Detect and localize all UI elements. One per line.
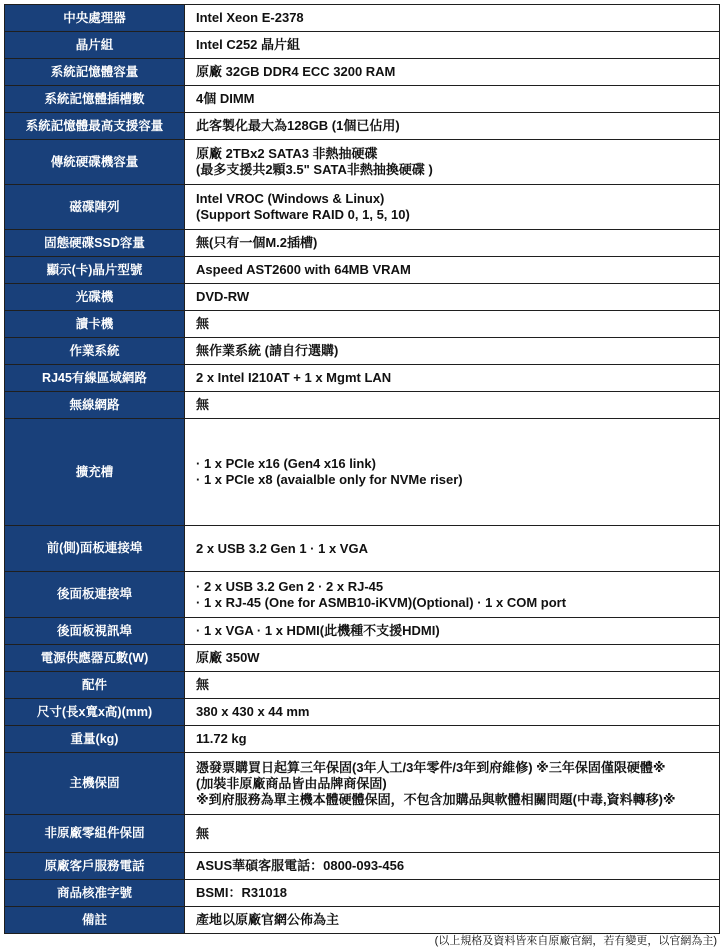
spec-table xyxy=(4,4,720,934)
spec-row xyxy=(5,880,720,907)
spec-row xyxy=(5,419,720,526)
spec-label: 作業系統 xyxy=(5,338,185,365)
spec-row xyxy=(5,185,720,230)
spec-value-line: BSMI：R31018 xyxy=(196,885,288,900)
spec-label: 無線網路 xyxy=(5,392,185,419)
spec-value xyxy=(185,672,720,699)
spec-row xyxy=(5,59,720,86)
spec-row xyxy=(5,853,720,880)
spec-label: 備註 xyxy=(5,907,185,934)
spec-row xyxy=(5,618,720,645)
spec-label: 系統記憶體插槽數 xyxy=(5,86,185,113)
spec-value xyxy=(185,907,720,934)
spec-row xyxy=(5,284,720,311)
spec-row xyxy=(5,230,720,257)
spec-row xyxy=(5,86,720,113)
spec-label: RJ45有線區域網路 xyxy=(5,365,185,392)
spec-row xyxy=(5,699,720,726)
spec-value-line: 無 xyxy=(196,677,210,692)
spec-value-line: 2 x USB 3.2 Gen 1 · 1 x VGA xyxy=(196,540,368,556)
spec-value-line: DVD-RW xyxy=(196,289,250,304)
spec-value xyxy=(185,5,720,32)
spec-value-line: (加裝非原廠商品皆由品牌商保固) xyxy=(196,775,387,791)
spec-value xyxy=(185,32,720,59)
spec-value xyxy=(185,338,720,365)
spec-value xyxy=(185,815,720,853)
spec-value-line: · 1 x RJ-45 (One for ASMB10-iKVM)(Optional) · 1 x COM port xyxy=(196,594,567,610)
spec-value xyxy=(185,59,720,86)
spec-row xyxy=(5,726,720,753)
spec-value xyxy=(185,645,720,672)
spec-row xyxy=(5,32,720,59)
spec-label: 擴充槽 xyxy=(5,419,185,526)
spec-row xyxy=(5,645,720,672)
spec-label: 磁碟陣列 xyxy=(5,185,185,230)
spec-row xyxy=(5,526,720,572)
spec-row xyxy=(5,113,720,140)
spec-label: 顯示(卡)晶片型號 xyxy=(5,257,185,284)
spec-value-line: Intel C252 晶片組 xyxy=(196,37,301,52)
spec-row xyxy=(5,365,720,392)
spec-value-line: 無作業系統 (請自行選購) xyxy=(196,343,339,358)
spec-row xyxy=(5,311,720,338)
spec-value xyxy=(185,753,720,815)
spec-label: 配件 xyxy=(5,672,185,699)
spec-value-line: · 1 x PCIe x8 (avaialble only for NVMe riser) xyxy=(196,472,463,487)
spec-value-line: 無 xyxy=(196,825,210,841)
spec-row xyxy=(5,672,720,699)
spec-row xyxy=(5,392,720,419)
spec-value xyxy=(185,257,720,284)
spec-row xyxy=(5,5,720,32)
spec-label: 固態硬碟SSD容量 xyxy=(5,230,185,257)
spec-value-line: · 1 x VGA · 1 x HDMI(此機種不支援HDMI) xyxy=(196,623,440,638)
spec-value-line: 380 x 430 x 44 mm xyxy=(196,704,310,719)
spec-row xyxy=(5,257,720,284)
spec-value-line: 原廠 2TBx2 SATA3 非熱抽硬碟 xyxy=(196,146,378,161)
spec-label: 後面板視訊埠 xyxy=(5,618,185,645)
spec-value-line: · 2 x USB 3.2 Gen 2 · 2 x RJ-45 xyxy=(196,578,384,594)
spec-value-line: 無(只有一個M.2插槽) xyxy=(196,235,318,250)
spec-value xyxy=(185,572,720,618)
spec-value xyxy=(185,311,720,338)
spec-value-line: Aspeed AST2600 with 64MB VRAM xyxy=(196,262,411,277)
spec-value xyxy=(185,86,720,113)
spec-label: 傳統硬碟機容量 xyxy=(5,140,185,185)
spec-value-line: Intel VROC (Windows & Linux) xyxy=(196,191,385,206)
spec-value-line: 此客製化最大為128GB (1個已佔用) xyxy=(196,118,400,133)
spec-row xyxy=(5,907,720,934)
spec-row xyxy=(5,815,720,853)
spec-value xyxy=(185,392,720,419)
spec-label: 系統記憶體最高支援容量 xyxy=(5,113,185,140)
footnote: (以上規格及資料皆來自原廠官網，若有變更，以官網為主) xyxy=(434,935,717,947)
spec-value xyxy=(185,699,720,726)
spec-row xyxy=(5,140,720,185)
spec-label: 中央處理器 xyxy=(5,5,185,32)
spec-value xyxy=(185,365,720,392)
spec-value xyxy=(185,140,720,185)
spec-label: 主機保固 xyxy=(5,753,185,815)
spec-value xyxy=(185,880,720,907)
spec-label: 原廠客戶服務電話 xyxy=(5,853,185,880)
spec-value xyxy=(185,113,720,140)
spec-value-line: 4個 DIMM xyxy=(196,91,255,106)
spec-row xyxy=(5,572,720,618)
spec-row xyxy=(5,338,720,365)
spec-value xyxy=(185,618,720,645)
spec-value-line: ※到府服務為單主機本體硬體保固，不包含加購品與軟體相關問題(中毒,資料轉移)※ xyxy=(196,791,676,807)
spec-value xyxy=(185,284,720,311)
spec-label: 非原廠零組件保固 xyxy=(5,815,185,853)
spec-label: 讀卡機 xyxy=(5,311,185,338)
spec-value xyxy=(185,185,720,230)
spec-value-line: ASUS華碩客服電話：0800-093-456 xyxy=(196,858,405,873)
spec-value-line: 產地以原廠官網公佈為主 xyxy=(196,912,340,927)
spec-value-line: · 1 x PCIe x16 (Gen4 x16 link) xyxy=(196,456,376,471)
spec-value xyxy=(185,526,720,572)
spec-label: 電源供應器瓦數(W) xyxy=(5,645,185,672)
spec-label: 商品核准字號 xyxy=(5,880,185,907)
spec-value xyxy=(185,726,720,753)
spec-value-line: 無 xyxy=(196,397,210,412)
spec-value xyxy=(185,419,720,526)
spec-value-line: 11.72 kg xyxy=(196,731,247,746)
spec-value-line: 2 x Intel I210AT + 1 x Mgmt LAN xyxy=(196,370,392,385)
spec-label: 後面板連接埠 xyxy=(5,572,185,618)
spec-value-line: (最多支援共2顆3.5" SATA非熱抽換硬碟 ) xyxy=(196,162,433,177)
spec-value-line: Intel Xeon E-2378 xyxy=(196,10,304,25)
spec-label: 重量(kg) xyxy=(5,726,185,753)
spec-value-line: 原廠 350W xyxy=(196,650,260,665)
spec-value-line: (Support Software RAID 0, 1, 5, 10) xyxy=(196,207,410,222)
spec-value-line: 憑發票購買日起算三年保固(3年人工/3年零件/3年到府維修) ※三年保固僅限硬體※ xyxy=(196,759,666,775)
spec-value xyxy=(185,853,720,880)
spec-value xyxy=(185,230,720,257)
spec-value-line: 原廠 32GB DDR4 ECC 3200 RAM xyxy=(196,64,396,79)
spec-label: 系統記憶體容量 xyxy=(5,59,185,86)
spec-label: 前(側)面板連接埠 xyxy=(5,526,185,572)
spec-label: 尺寸(長x寬x高)(mm) xyxy=(5,699,185,726)
spec-label: 光碟機 xyxy=(5,284,185,311)
spec-label: 晶片組 xyxy=(5,32,185,59)
spec-value-line: 無 xyxy=(196,316,210,331)
spec-row xyxy=(5,753,720,815)
